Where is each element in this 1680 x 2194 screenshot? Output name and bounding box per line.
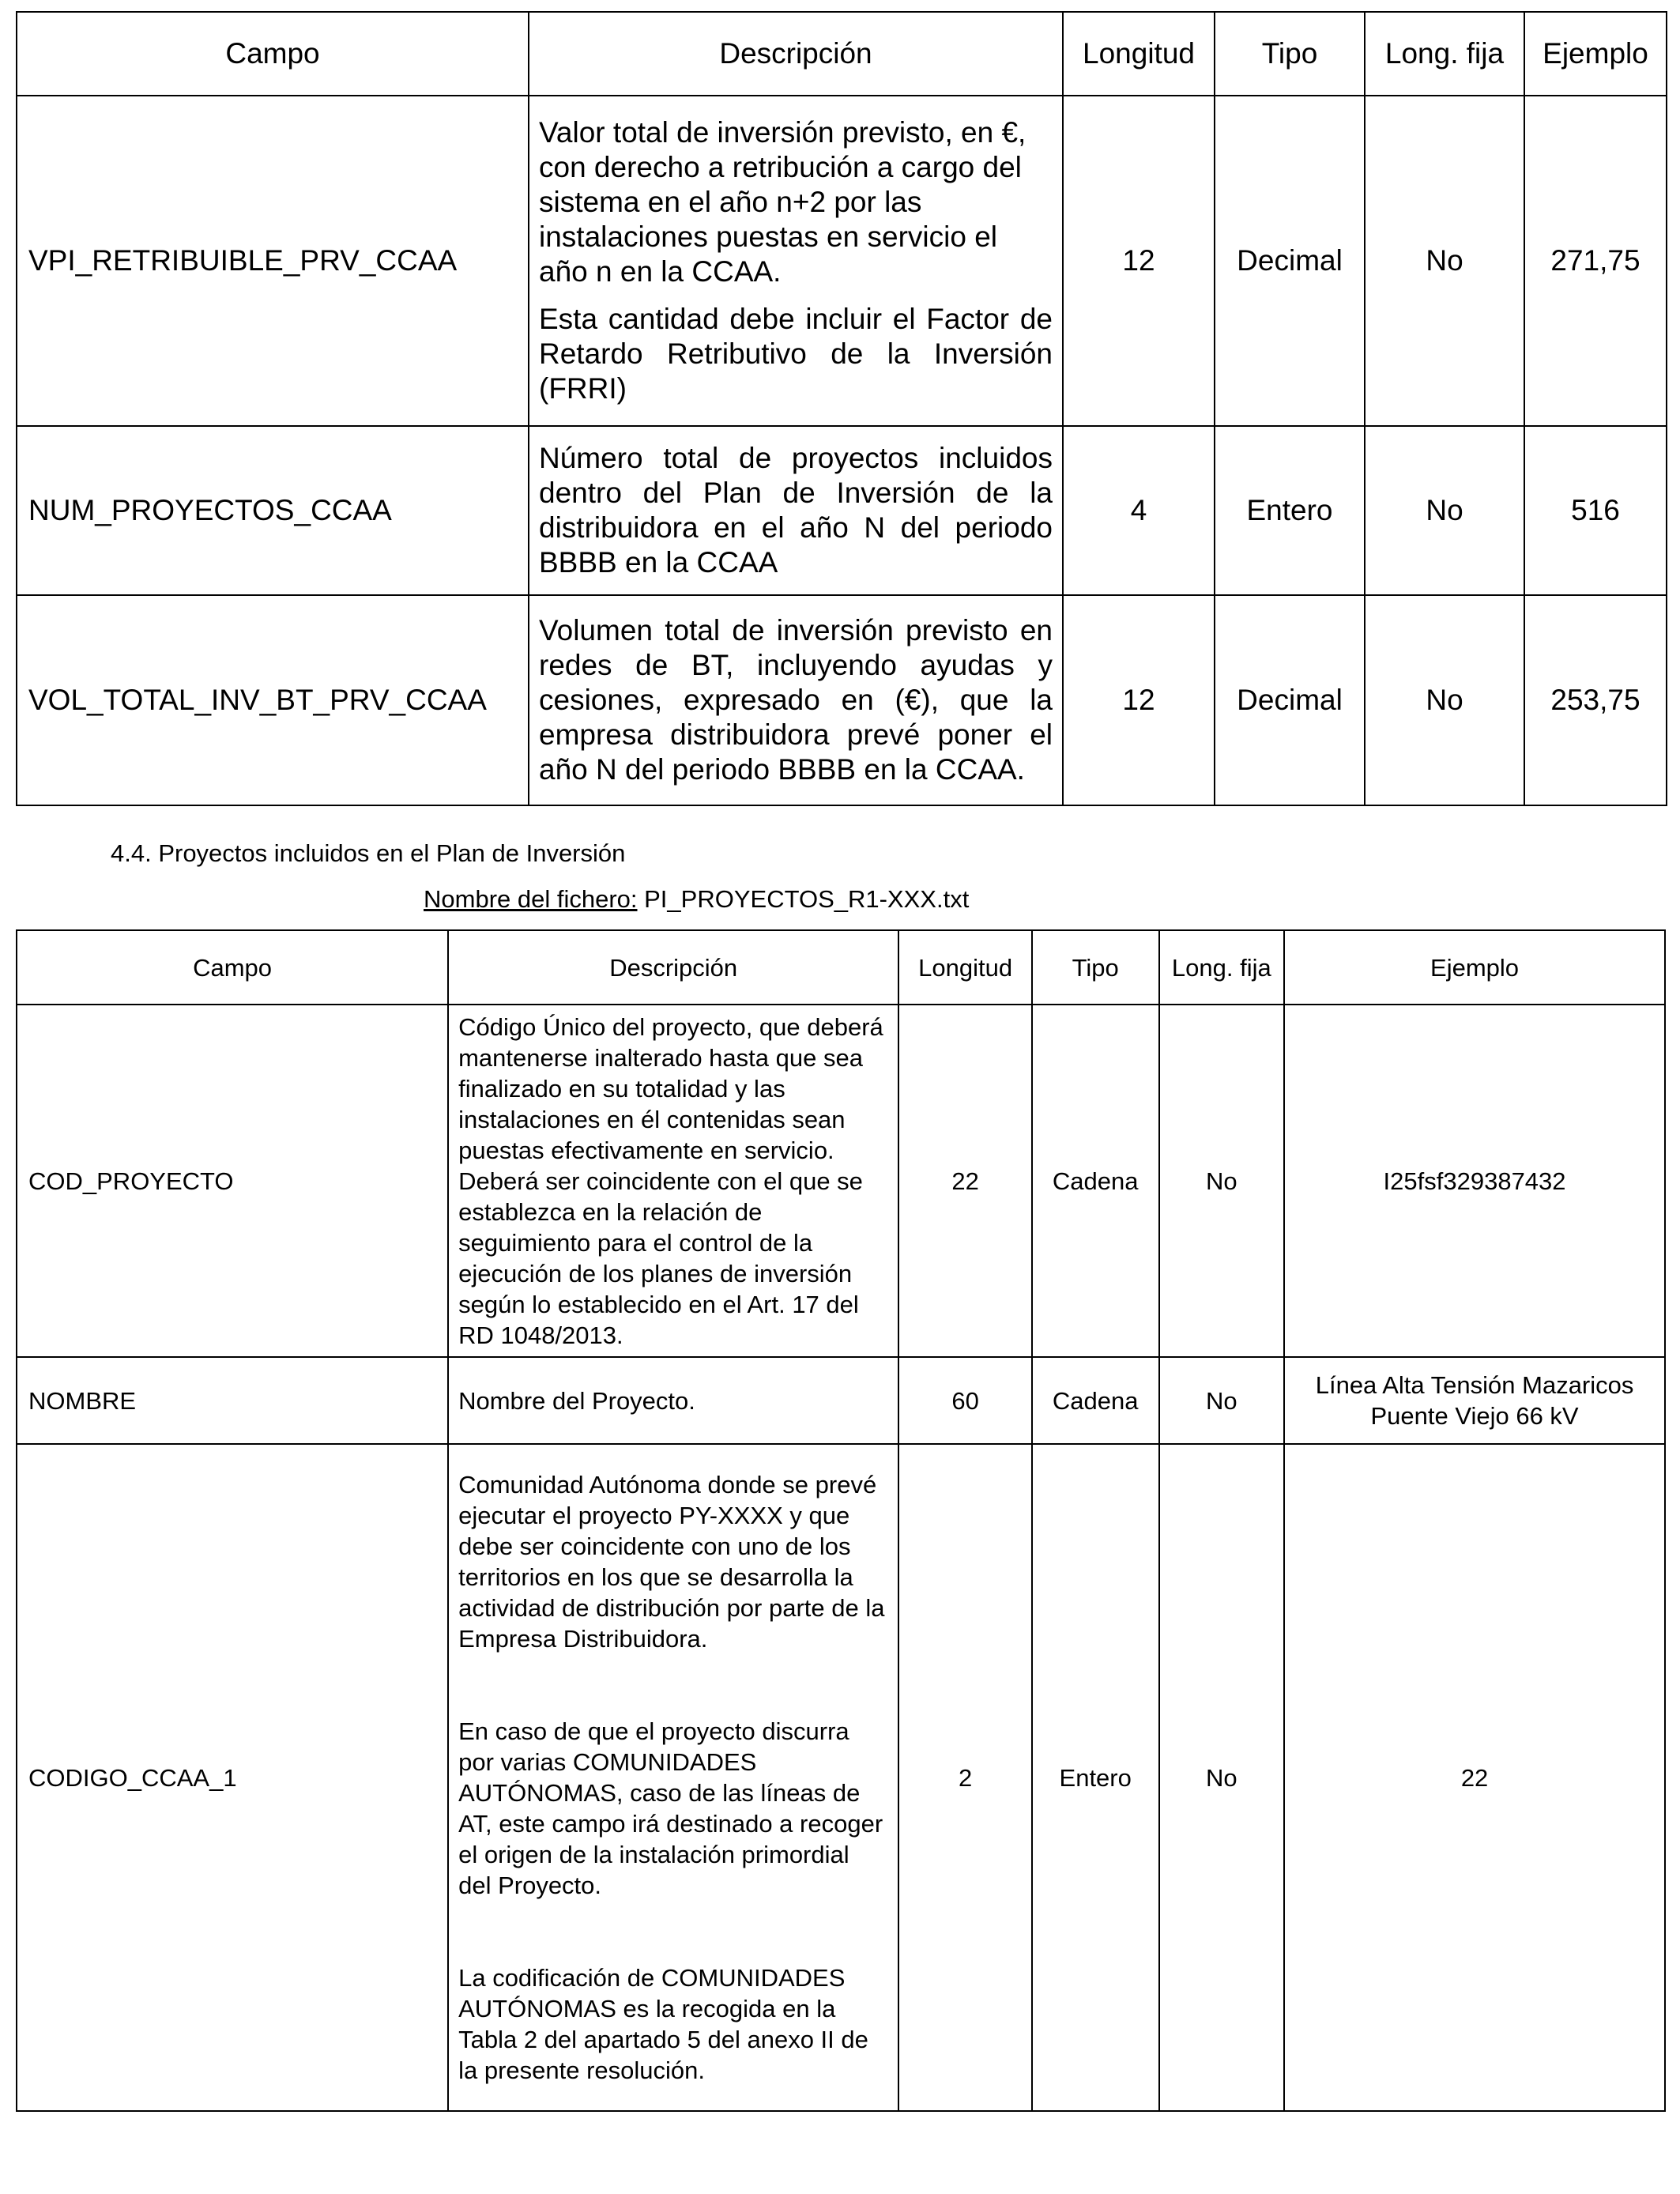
campo-cell: CODIGO_CCAA_1: [17, 1444, 448, 2111]
header-tipo: Tipo: [1215, 12, 1365, 96]
tipo-cell: Decimal: [1215, 96, 1365, 426]
long-fija-cell: No: [1365, 595, 1524, 805]
long-fija-cell: No: [1365, 96, 1524, 426]
fields-table-ccaa: [16, 11, 1667, 806]
campo-cell: NUM_PROYECTOS_CCAA: [17, 426, 529, 595]
header-longitud: Longitud: [898, 930, 1032, 1005]
header-campo: Campo: [17, 12, 529, 96]
campo-cell: COD_PROYECTO: [17, 1005, 448, 1357]
table-row: [17, 1005, 1665, 1357]
descripcion-cell: [448, 1357, 898, 1444]
longitud-cell: 4: [1063, 426, 1215, 595]
file-name-value: PI_PROYECTOS_R1-XXX.txt: [637, 885, 970, 913]
descripcion-paragraph: Código Único del proyecto, que deberá mantenerse inalterado hasta que sea finalizado en su totalidad y las instalaciones en él contenidas sean puestas efectivamente en servicio. Deberá ser coincidente con el que se establezca en la relación de seguimiento para el control de la ejecución de los planes de inversión según lo establecido en el Art. 17 del RD 1048/2013.: [458, 1012, 883, 1349]
longitud-cell: 60: [898, 1357, 1032, 1444]
descripcion-cell: [448, 1444, 898, 2111]
table-row: [17, 426, 1667, 595]
descripcion-paragraph: Esta cantidad debe incluir el Factor de Retardo Retributivo de la Inversión (FRRI): [539, 303, 1053, 405]
longitud-cell: 22: [898, 1005, 1032, 1357]
campo-cell: VPI_RETRIBUIBLE_PRV_CCAA: [17, 96, 529, 426]
ejemplo-cell: I25fsf329387432: [1284, 1005, 1665, 1357]
long-fija-cell: No: [1159, 1444, 1285, 2111]
descripcion-cell: [448, 1005, 898, 1357]
header-descripcion: Descripción: [448, 930, 898, 1005]
descripcion-paragraph: Valor total de inversión previsto, en €, con derecho a retribución a cargo del sistema en el año n+2 por las instalaciones puestas en servicio el año n en la CCAA.: [539, 116, 1026, 288]
table-header-row: [17, 930, 1665, 1005]
descripcion-paragraph: Volumen total de inversión previsto en redes de BT, incluyendo ayudas y cesiones, expresado en (€), que la empresa distribuidora prevé poner el año N del periodo BBBB en la CCAA.: [539, 614, 1053, 786]
table-row: [17, 96, 1667, 426]
longitud-cell: 12: [1063, 595, 1215, 805]
long-fija-cell: No: [1365, 426, 1524, 595]
ejemplo-cell: Línea Alta Tensión Mazaricos Puente Viejo 66 kV: [1284, 1357, 1665, 1444]
ejemplo-cell: 253,75: [1524, 595, 1667, 805]
header-longitud: Longitud: [1063, 12, 1215, 96]
header-ejemplo: Ejemplo: [1284, 930, 1665, 1005]
descripcion-cell: [529, 426, 1063, 595]
table-row: [17, 595, 1667, 805]
long-fija-cell: No: [1159, 1357, 1285, 1444]
ejemplo-cell: 271,75: [1524, 96, 1667, 426]
table-header-row: [17, 12, 1667, 96]
fields-table-proyectos: [16, 929, 1666, 2112]
longitud-cell: 12: [1063, 96, 1215, 426]
longitud-cell: 2: [898, 1444, 1032, 2111]
ejemplo-cell: 22: [1284, 1444, 1665, 2111]
table-row: [17, 1444, 1665, 2111]
header-ejemplo: Ejemplo: [1524, 12, 1667, 96]
tipo-cell: Entero: [1215, 426, 1365, 595]
descripcion-paragraph: Nombre del Proyecto.: [458, 1386, 695, 1415]
campo-cell: VOL_TOTAL_INV_BT_PRV_CCAA: [17, 595, 529, 805]
header-long-fija: Long. fija: [1365, 12, 1524, 96]
long-fija-cell: No: [1159, 1005, 1285, 1357]
tipo-cell: Entero: [1032, 1444, 1159, 2111]
tipo-cell: Cadena: [1032, 1005, 1159, 1357]
descripcion-paragraph: En caso de que el proyecto discurra por varias COMUNIDADES AUTÓNOMAS, caso de las líneas de AT, este campo irá destinado a recoger el origen de la instalación primordial del Proyecto.: [458, 1717, 883, 1899]
header-tipo: Tipo: [1032, 930, 1159, 1005]
section-heading: 4.4. Proyectos incluidos en el Plan de Inversión: [111, 839, 626, 867]
descripcion-paragraph: Comunidad Autónoma donde se prevé ejecutar el proyecto PY-XXXX y que debe ser coincidente con uno de los territorios en los que se desarrolla la actividad de distribución por parte de la Empresa Distribuidora.: [458, 1471, 885, 1653]
file-name-label: Nombre del fichero:: [424, 885, 638, 913]
descripcion-paragraph: La codificación de COMUNIDADES AUTÓNOMAS es la recogida en la Tabla 2 del apartado 5 del anexo II de la presente resolución.: [458, 1964, 868, 2084]
header-descripcion: Descripción: [529, 12, 1063, 96]
header-long-fija: Long. fija: [1159, 930, 1285, 1005]
file-name-line: [424, 884, 969, 915]
tipo-cell: Decimal: [1215, 595, 1365, 805]
header-campo: Campo: [17, 930, 448, 1005]
tipo-cell: Cadena: [1032, 1357, 1159, 1444]
campo-cell: NOMBRE: [17, 1357, 448, 1444]
descripcion-cell: [529, 96, 1063, 426]
descripcion-cell: [529, 595, 1063, 805]
ejemplo-cell: 516: [1524, 426, 1667, 595]
descripcion-paragraph: Número total de proyectos incluidos dentro del Plan de Inversión de la distribuidora en el año N del periodo BBBB en la CCAA: [539, 442, 1053, 579]
table-row: [17, 1357, 1665, 1444]
